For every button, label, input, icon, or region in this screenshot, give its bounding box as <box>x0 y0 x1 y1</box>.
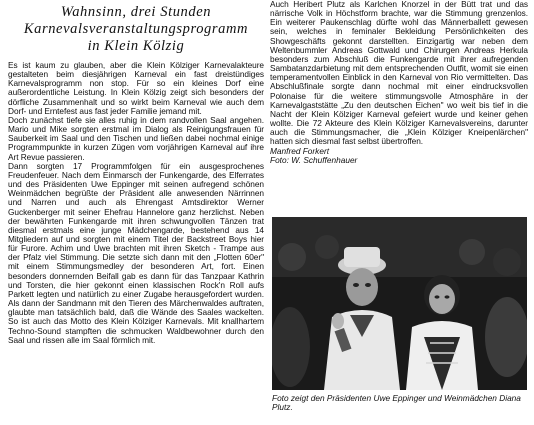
photo-caption: Foto zeigt den Präsidenten Uwe Eppinger und Weinmädchen Diana Plutz. <box>272 393 521 413</box>
author-credit: Manfred Forkert <box>270 145 330 156</box>
paragraph-intro: Es ist kaum zu glauben, aber die Klein Kölziger Karnevalakteure gestalteten beim diesjährigen Karneval ein fast dreistündiges Karnevalsprogramm non stop. Für so ein kleines Dorf eine außerordentliche Leistung. In Klein Kölzig zeigt sich besonders der dörfliche Zusammenhalt und so wirkt beim Karneval wie auch dem Dorf- und Erntefest aus fast jeder Familie jemand mit. <box>8 60 264 116</box>
carnival-photo-image <box>272 217 527 390</box>
left-body-text <box>8 61 264 345</box>
paragraph-finale: Auch Heribert Plutz als Karlchen Knorzel in der Bütt trat und das närrische Volk in Höchstform brachte, war die Stimmung grenzenlos. Ein weiterer Paukenschlag dürfte wohl das Männerballett gewesen sein, welches in feminaler Bekleidung Persönlichkeiten des Showgeschäfts gekonnt darstellten. Einzigartig war neben dem Weltenbummler Andreas Gottwald und Chirurgen Andreas Herkula besonders zum Abschluß die Funkengarde mit ihrer aufregenden Sambatanzdarbietung mit dem entsprechenden Outfit, womit sie einen temperamentvollen Einblick in den Karneval von Rio vermittelten. Das Abschlußfinale sorgte dann nochmal mit einer eindrucksvollen Polonaise für die weitere stimmungsvolle Atmosphäre in der Karnevalgaststätte „Zu den deutschen Eichen" wo weit bis tief in die Nacht der Klein Kölziger Karneval gefeiert wurde und keiner gehen wollte. Die 72 Akteure des Klein Kölziger Karnevalsvereins, darunter auch die Stimmungsmacher, die „Klein Kölziger Kneipenlärchen" hatten sich diesmal fast selbst übertroffen. <box>270 0 528 147</box>
left-column <box>8 4 264 421</box>
right-body-text <box>270 0 528 147</box>
headline-line-2: Karnevalsveranstaltungsprogramm <box>23 21 249 37</box>
paragraph-program: Dann sorgten 17 Programmfolgen für ein ausgesprochenes Freudenfeuer. Nach dem Einmarsch der Funkengarde, des Elferrates und des Präsidenten Uwe Eppinger mit seinen aufregend schönen Weinmädchen begrüßte der Präsident alle anwesenden Närrinnen und Narren und auch als Ehrengast Amtsdirektor Werner Guckenberger mit seiner Ehefrau Hannelore ganz herzlichst. Neben der bewährten Funkengarde mit ihren schwungvollen Tänzen trat diesmal erstmals eine junge Mädchengarde, bestehend aus 14 Mitgliedern auf und sorgten mit einem Titel der Backstreet Boys hier für Furore. Achim und Uwe brachten mit ihren Sketch - Trampe aus der Pfalz viel Stimmung. Die setzte sich dann mit den „Flotten 60er" mit einem Stimmungsmedley der besonderen Art, fort. Einen besonders donnernden Beifall gab es dann für das Tanzpaar Kathrin und Torsten, die hier gekonnt einen klassischen Rock'n Roll aufs Parkett legten und natürlich zu einer Zugabe herausgefordert wurden. Als dann der Sandmann mit den Tieren des Märchenwaldes auftraten, glaubte man tatsächlich bald, daß die Wände des Saales wackelten. So ist auch das Motto des Klein Kölziger Karnevals. Mit knallhartem Techno-Sound stampften die schmucken Waldbewohner durch den Saal und rissen alle im Saal förmlich mit. <box>8 160 264 345</box>
headline-line-1: Wahnsinn, drei Stunden <box>60 4 212 20</box>
article-headline <box>8 4 264 55</box>
right-column <box>270 0 528 421</box>
paragraph-opening: Doch zunächst tiefe sie alles ruhig in dem randvollen Saal angehen. Mario und Mike sorgten erstmal im Dialog als Reinigungsfrauen für Sauberkeit im Saal und den Tischen und ließen dabei nochmal einige Programmpunkte in kurzen Zügen vom vorjährigen Karneval auf ihre Art Revue passieren. <box>8 114 264 162</box>
article-photo <box>272 217 527 390</box>
photo-credit: Foto: W. Schuffenhauer <box>270 154 358 165</box>
headline-line-3: in Klein Kölzig <box>87 38 185 54</box>
